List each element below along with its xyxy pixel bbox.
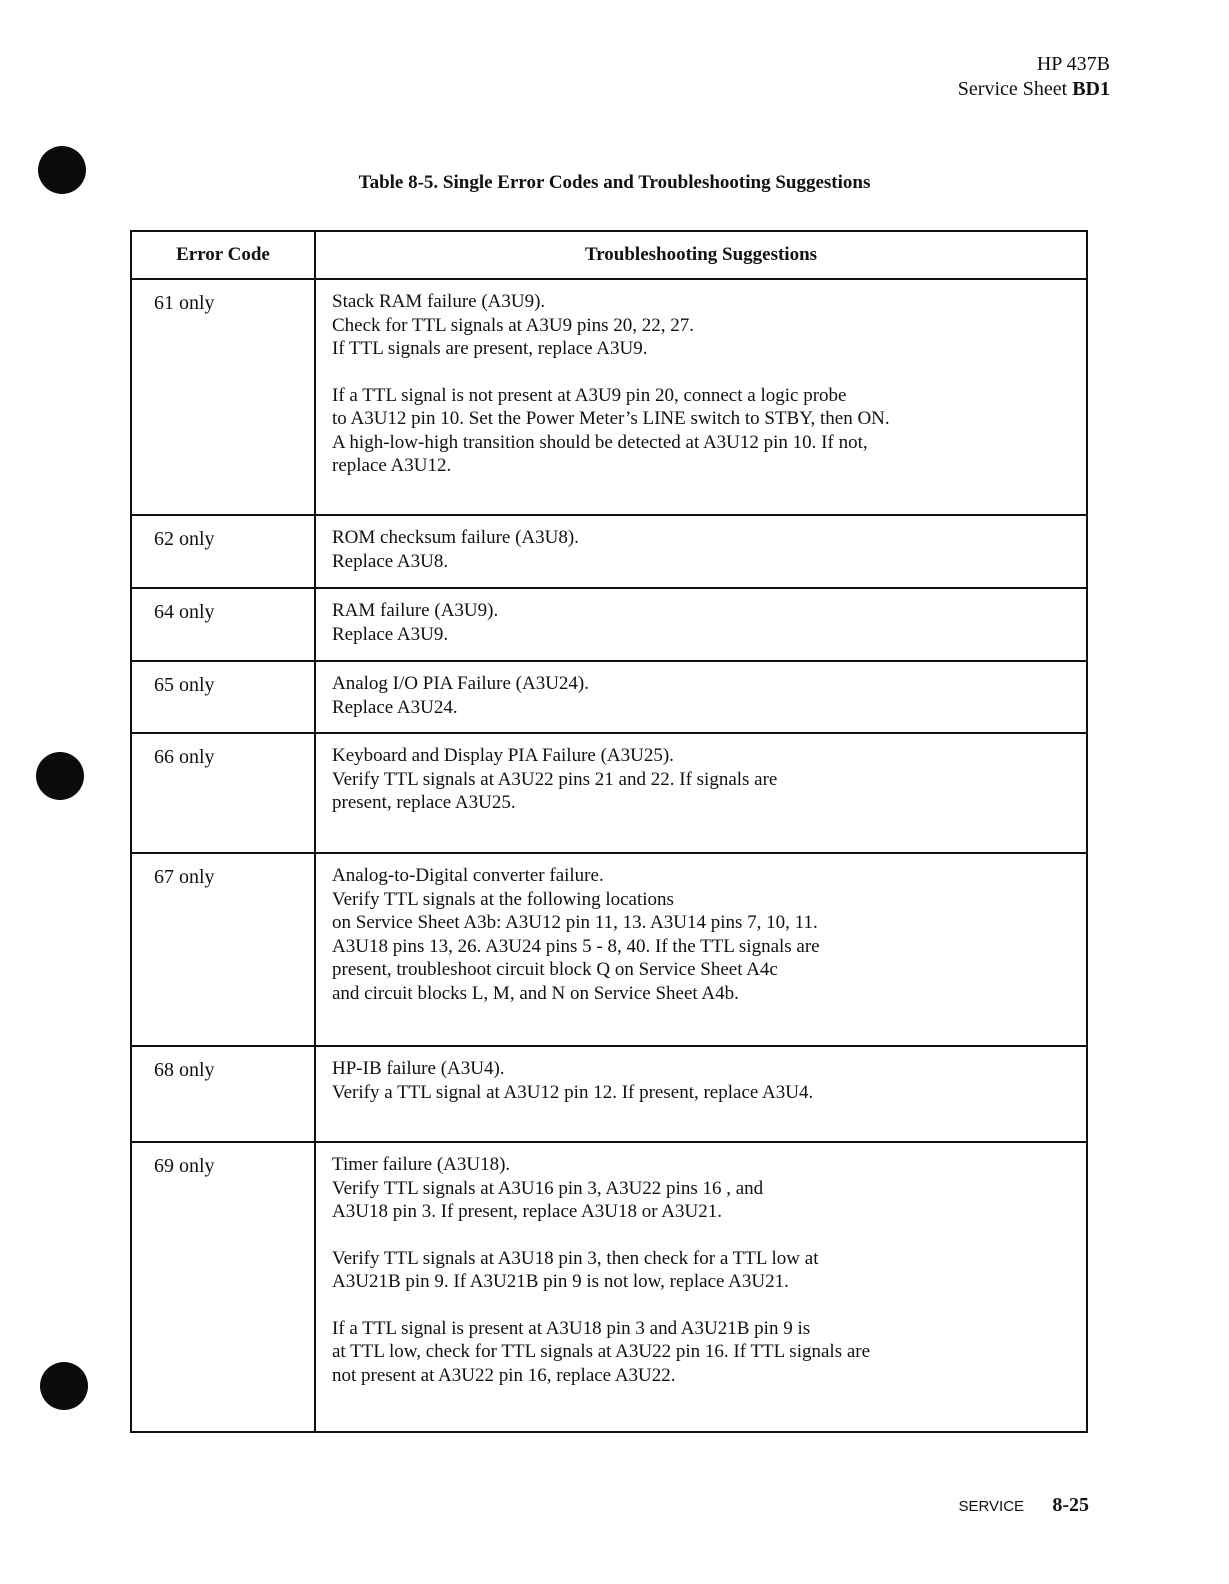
suggestion-line: to A3U12 pin 10. Set the Power Meter’s LINE switch to STBY, then ON. bbox=[332, 408, 890, 429]
suggestion-line: Timer failure (A3U18). bbox=[332, 1154, 511, 1175]
suggestion-line: If TTL signals are present, replace A3U9. bbox=[332, 338, 648, 359]
suggestion-paragraph bbox=[332, 1153, 1086, 1224]
suggestion-paragraph bbox=[332, 599, 1086, 646]
suggestion-line: Replace A3U8. bbox=[332, 550, 449, 572]
suggestion-line: not present at A3U22 pin 16, replace A3U22. bbox=[332, 1364, 676, 1386]
suggestion-line: If a TTL signal is present at A3U18 pin 3 and A3U21B pin 9 is bbox=[332, 1317, 811, 1339]
suggestion-line: Analog I/O PIA Failure (A3U24). bbox=[332, 673, 589, 694]
error-code-cell: 69 only bbox=[132, 1143, 316, 1431]
suggestion-line: Analog-to-Digital converter failure. bbox=[332, 865, 604, 886]
suggestion-line: Verify TTL signals at the following locations bbox=[332, 888, 674, 910]
error-code-cell: 66 only bbox=[132, 734, 316, 852]
suggestion-line: A3U18 pin 3. If present, replace A3U18 or A3U21. bbox=[332, 1201, 722, 1222]
suggestion-paragraph bbox=[332, 526, 1086, 573]
suggestion-line: present, troubleshoot circuit block Q on Service Sheet A4c bbox=[332, 959, 778, 980]
error-code-cell: 65 only bbox=[132, 662, 316, 732]
suggestion-paragraph bbox=[332, 864, 1086, 1005]
suggestion-line: Stack RAM failure (A3U9). bbox=[332, 291, 546, 312]
suggestion-line: on Service Sheet A3b: A3U12 pin 11, 13. A3U14 pins 7, 10, 11. bbox=[332, 912, 818, 933]
footer-section: SERVICE bbox=[958, 1498, 1025, 1515]
suggestion-line: Replace A3U24. bbox=[332, 696, 458, 718]
suggestion-line: Check for TTL signals at A3U9 pins 20, 22, 27. bbox=[332, 314, 695, 336]
suggestion-paragraph bbox=[332, 744, 1086, 815]
suggestion-cell bbox=[316, 280, 1086, 514]
suggestion-cell bbox=[316, 1143, 1086, 1431]
error-code-table bbox=[130, 230, 1088, 1433]
suggestion-line: A high-low-high transition should be detected at A3U12 pin 10. If not, bbox=[332, 431, 868, 453]
column-header-suggestions: Troubleshooting Suggestions bbox=[584, 244, 818, 265]
suggestion-line: at TTL low, check for TTL signals at A3U22 pin 16. If TTL signals are bbox=[332, 1341, 871, 1362]
suggestion-line: ROM checksum failure (A3U8). bbox=[332, 527, 579, 548]
suggestion-line: Verify TTL signals at A3U16 pin 3, A3U22 pins 16 , and bbox=[332, 1177, 764, 1199]
suggestion-cell bbox=[316, 662, 1086, 732]
page-footer bbox=[958, 1494, 1089, 1517]
suggestion-paragraph bbox=[332, 384, 1086, 478]
suggestion-paragraph bbox=[332, 290, 1086, 361]
table-row bbox=[132, 732, 1086, 852]
error-code-cell: 67 only bbox=[132, 854, 316, 1045]
table-header-row bbox=[132, 232, 1086, 278]
suggestion-cell bbox=[316, 589, 1086, 660]
suggestion-line: Keyboard and Display PIA Failure (A3U25). bbox=[332, 745, 674, 766]
table-row bbox=[132, 514, 1086, 587]
error-code-cell: 64 only bbox=[132, 589, 316, 660]
suggestion-paragraph bbox=[332, 1057, 1086, 1104]
suggestion-line: Verify a TTL signal at A3U12 pin 12. If present, replace A3U4. bbox=[332, 1081, 814, 1103]
table-row bbox=[132, 1141, 1086, 1431]
suggestion-cell bbox=[316, 1047, 1086, 1141]
suggestion-paragraph bbox=[332, 1317, 1086, 1388]
suggestion-line: Replace A3U9. bbox=[332, 623, 449, 645]
suggestion-line: Verify TTL signals at A3U18 pin 3, then check for a TTL low at bbox=[332, 1247, 819, 1269]
column-header-error-code: Error Code bbox=[132, 232, 316, 278]
page-header bbox=[958, 52, 1110, 102]
service-sheet-label: Service Sheet bbox=[957, 78, 1068, 100]
sheet-id: BD1 bbox=[1072, 78, 1110, 100]
error-code-cell: 68 only bbox=[132, 1047, 316, 1141]
model-number: HP 437B bbox=[1036, 53, 1110, 75]
suggestion-line: If a TTL signal is not present at A3U9 pin 20, connect a logic probe bbox=[332, 384, 847, 406]
binder-hole bbox=[36, 752, 84, 800]
table-row bbox=[132, 587, 1086, 660]
suggestion-cell bbox=[316, 516, 1086, 587]
page-number: 8-25 bbox=[1052, 1494, 1089, 1516]
suggestion-cell bbox=[316, 854, 1086, 1045]
service-sheet-id bbox=[958, 77, 1110, 102]
suggestion-line: present, replace A3U25. bbox=[332, 792, 516, 813]
suggestion-line: replace A3U12. bbox=[332, 455, 452, 476]
binder-hole bbox=[40, 1362, 88, 1410]
suggestion-line: A3U21B pin 9. If A3U21B pin 9 is not low, replace A3U21. bbox=[332, 1271, 789, 1292]
table-row bbox=[132, 852, 1086, 1045]
table-row bbox=[132, 278, 1086, 514]
suggestion-line: RAM failure (A3U9). bbox=[332, 600, 499, 621]
suggestion-paragraph bbox=[332, 1247, 1086, 1294]
suggestion-paragraph bbox=[332, 672, 1086, 719]
error-code-cell: 61 only bbox=[132, 280, 316, 514]
table-row bbox=[132, 660, 1086, 732]
suggestion-line: A3U18 pins 13, 26. A3U24 pins 5 - 8, 40. If the TTL signals are bbox=[332, 935, 820, 957]
suggestion-line: HP-IB failure (A3U4). bbox=[332, 1058, 505, 1079]
suggestion-line: and circuit blocks L, M, and N on Service Sheet A4b. bbox=[332, 982, 739, 1004]
suggestion-cell bbox=[316, 734, 1086, 852]
error-code-cell: 62 only bbox=[132, 516, 316, 587]
suggestion-line: Verify TTL signals at A3U22 pins 21 and 22. If signals are bbox=[332, 768, 778, 790]
table-row bbox=[132, 1045, 1086, 1141]
table-title: Table 8-5. Single Error Codes and Troubleshooting Suggestions bbox=[358, 172, 871, 193]
